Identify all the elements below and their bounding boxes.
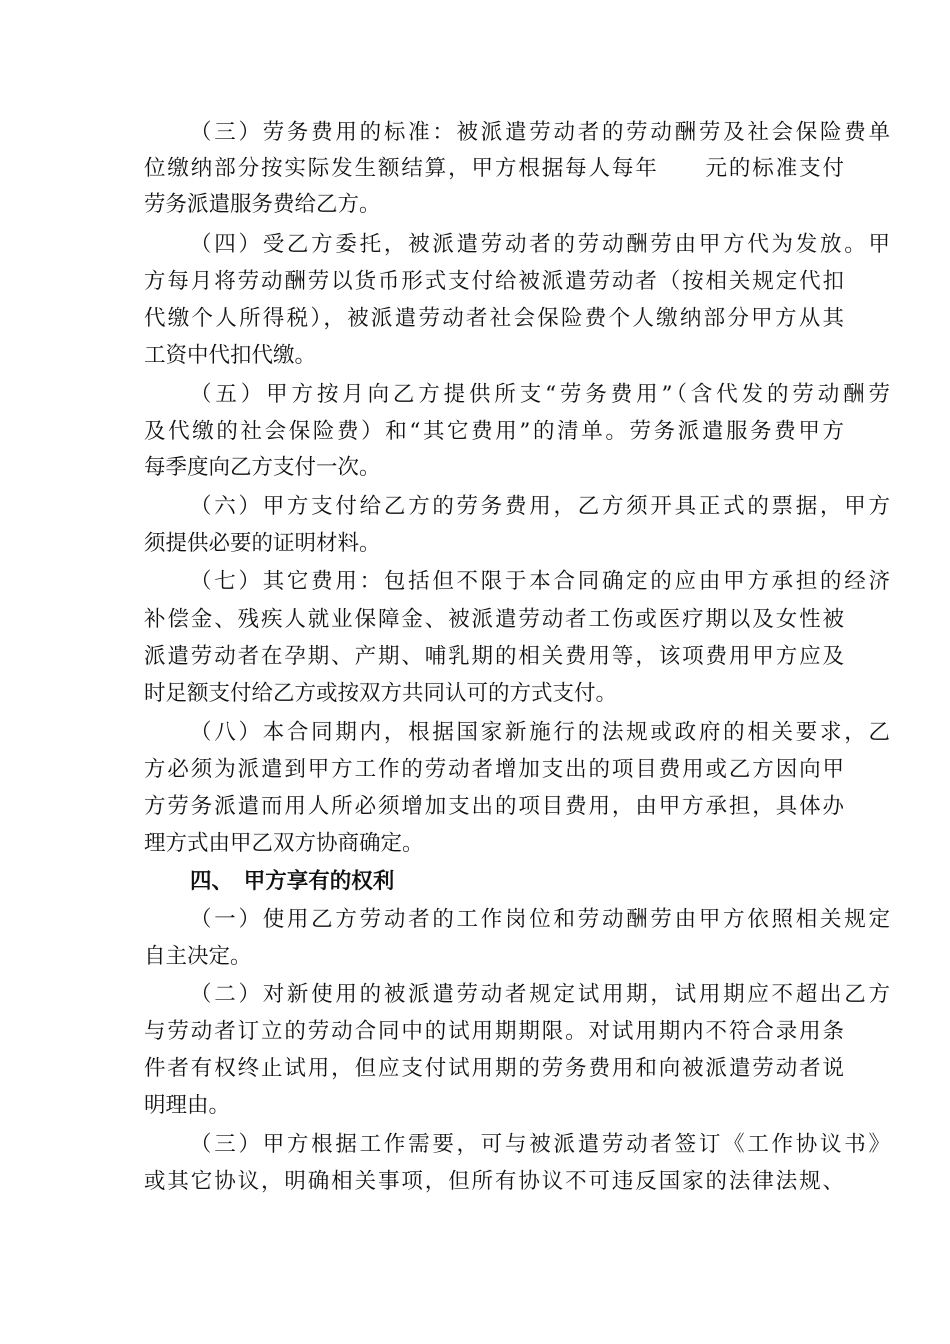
text-line: 位缴纳部分按实际发生额结算，甲方根据每人每年 元的标准支付 [144,156,844,181]
section-heading: 四、 甲方享有的权利 [190,869,395,894]
text-line: 派遣劳动者在孕期、产期、哺乳期的相关费用等，该项费用甲方应及 [144,644,844,669]
text-line: 代缴个人所得税），被派遣劳动者社会保险费个人缴纳部分甲方从其 [144,306,844,331]
text-line: 方劳务派遣而用人所必须增加支出的项目费用，由甲方承担，具体办 [144,794,844,819]
text-line: 方必须为派遣到甲方工作的劳动者增加支出的项目费用或乙方因向甲 [144,757,844,782]
text-line: （六）甲方支付给乙方的劳务费用，乙方须开具正式的票据，甲方 [190,494,890,519]
text-line: （五）甲方按月向乙方提供所支“劳务费用”（含代发的劳动酬劳 [190,382,890,407]
text-line: （四）受乙方委托，被派遣劳动者的劳动酬劳由甲方代为发放。甲 [190,232,890,257]
text-line: （七）其它费用：包括但不限于本合同确定的应由甲方承担的经济 [190,569,890,594]
text-line: 件者有权终止试用，但应支付试用期的劳务费用和向被派遣劳动者说 [144,1056,844,1081]
text-line: 时足额支付给乙方或按双方共同认可的方式支付。 [144,681,618,706]
text-line: （三）劳务费用的标准：被派遣劳动者的劳动酬劳及社会保险费单 [190,120,890,145]
text-line: 明理由。 [144,1093,231,1118]
text-line: 方每月将劳动酬劳以货币形式支付给被派遣劳动者（按相关规定代扣 [144,269,844,294]
text-line: （一）使用乙方劳动者的工作岗位和劳动酬劳由甲方依照相关规定 [190,907,890,932]
text-line: （八）本合同期内，根据国家新施行的法规或政府的相关要求，乙 [190,720,890,745]
text-line: 自主决定。 [144,944,252,969]
text-line: 工资中代扣代缴。 [144,343,317,368]
text-line: 劳务派遣服务费给乙方。 [144,192,381,217]
text-line: （三）甲方根据工作需要，可与被派遣劳动者签订《工作协议书》 [190,1132,890,1157]
text-line: 及代缴的社会保险费）和“其它费用”的清单。劳务派遣服务费甲方 [144,419,844,444]
text-line: 补偿金、残疾人就业保障金、被派遣劳动者工伤或医疗期以及女性被 [144,607,844,632]
text-line: 与劳动者订立的劳动合同中的试用期期限。对试用期内不符合录用条 [144,1019,844,1044]
text-line: 或其它协议，明确相关事项，但所有协议不可违反国家的法律法规、 [144,1169,844,1194]
text-line: 理方式由甲乙双方协商确定。 [144,831,424,856]
text-line: （二）对新使用的被派遣劳动者规定试用期，试用期应不超出乙方 [190,982,890,1007]
text-line: 须提供必要的证明材料。 [144,531,381,556]
text-line: 每季度向乙方支付一次。 [144,455,381,480]
